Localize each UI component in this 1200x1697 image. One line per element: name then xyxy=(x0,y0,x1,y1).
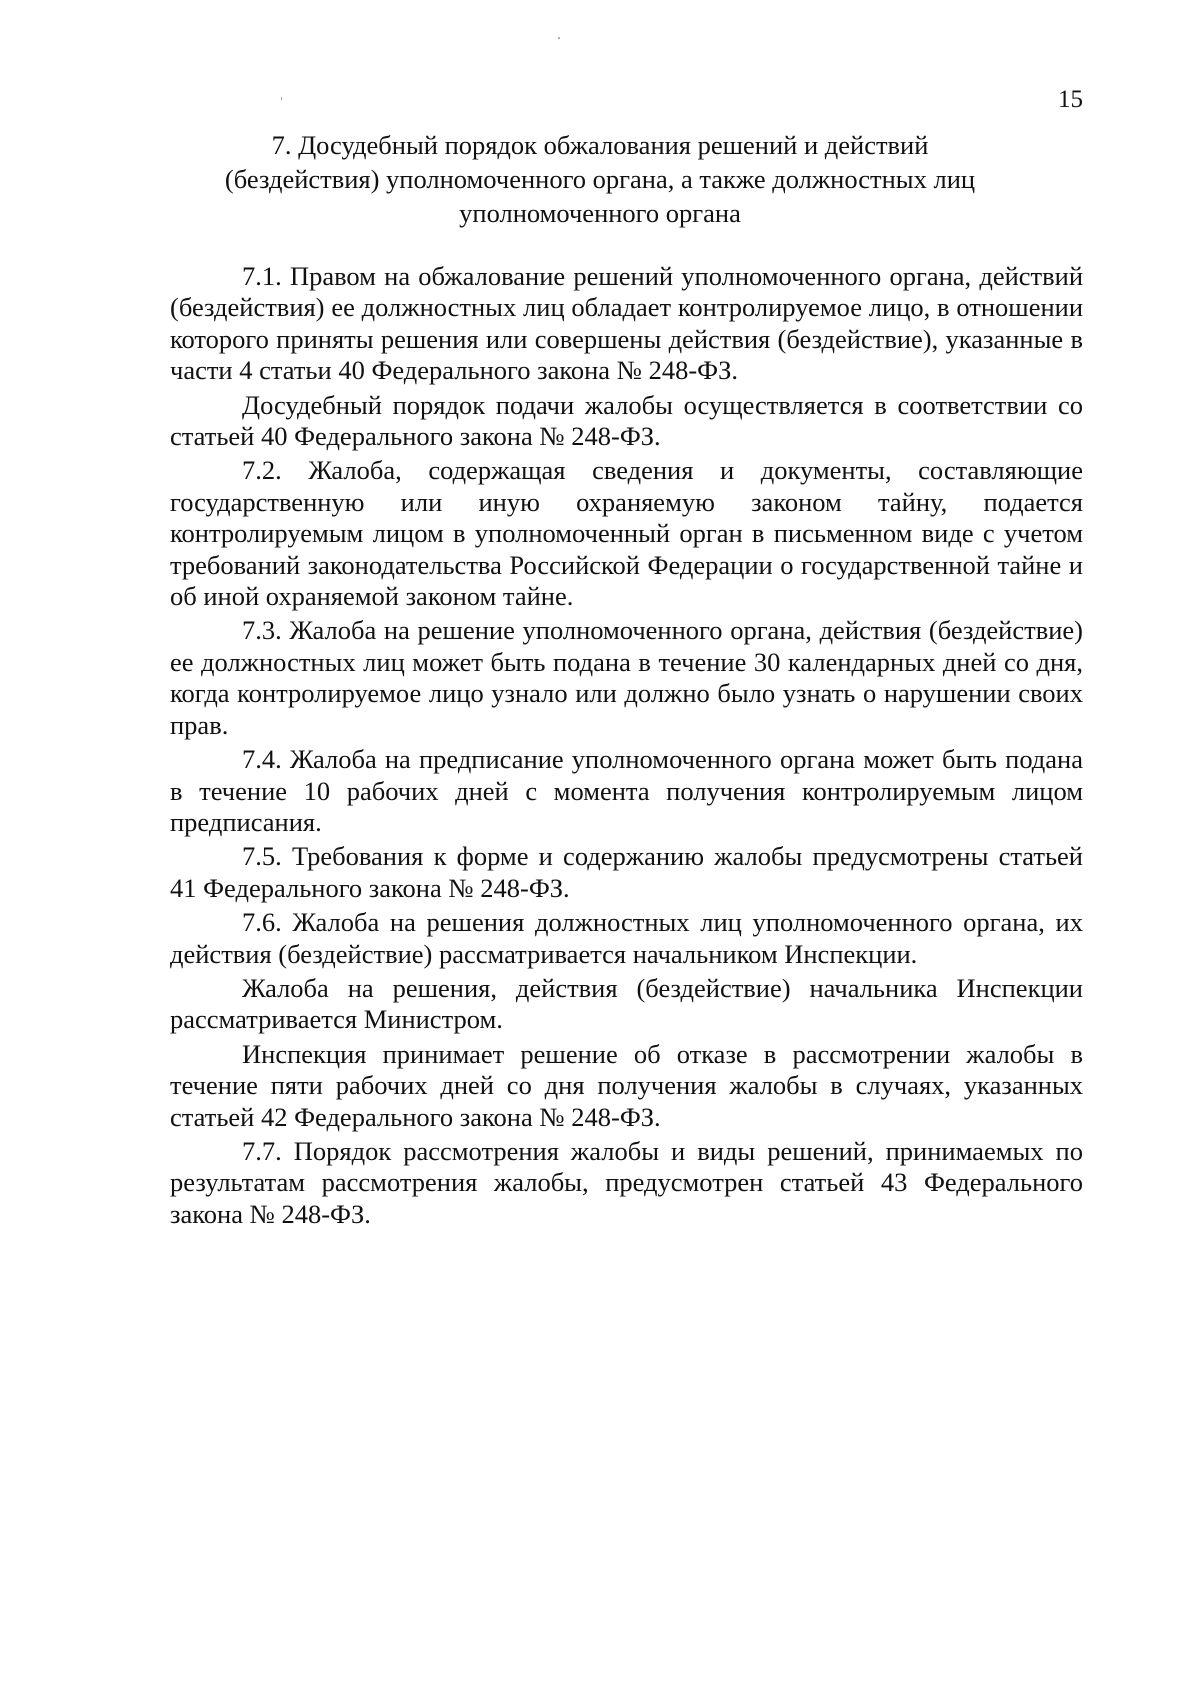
paragraph-7-3: 7.3. Жалоба на решение уполномоченного органа, действия (бездействие) ее должностных лиц может быть подана в течение 30 календарных дней со дня, когда контролируемое лицо узнало или должно было узнать о нарушении своих прав. xyxy=(170,615,1083,740)
paragraph-7-7: 7.7. Порядок рассмотрения жалобы и виды решений, принимаемых по результатам рассмотрения жалобы, предусмотрен статьей 43 Федерального закона № 248-ФЗ. xyxy=(170,1135,1083,1229)
paragraph-refusal: Инспекция принимает решение об отказе в рассмотрении жалобы в течение пяти рабочих дней со дня получения жалобы в случаях, указанных статьей 42 Федерального закона № 248-ФЗ. xyxy=(170,1038,1083,1132)
section-title-line: уполномоченного органа xyxy=(459,198,741,228)
paragraph-7-4: 7.4. Жалоба на предписание уполномоченного органа может быть подана в течение 10 рабочих дней с момента получения контролируемым лицом предписания. xyxy=(170,744,1083,837)
section-title-line: 7. Досудебный порядок обжалования решений и действий xyxy=(271,130,929,160)
scan-speck xyxy=(281,97,282,100)
scan-speck xyxy=(558,37,560,39)
section-title xyxy=(200,128,1000,230)
paragraph-7-1: 7.1. Правом на обжалование решений уполномоченного органа, действий (бездействия) ее должностных лиц обладает контролируемое лицо, в отношении которого приняты решения или совершены действия (бездействие), указанные в части 4 статьи 40 Федерального закона № 248-ФЗ. xyxy=(170,261,1083,386)
paragraph-head-complaint: Жалоба на решения, действия (бездействие) начальника Инспекции рассматривается Министром. xyxy=(170,972,1083,1035)
paragraph-7-2: 7.2. Жалоба, содержащая сведения и документы, составляющие государственную или иную охраняемую законом тайну, подается контролируемым лицом в уполномоченный орган в письменном виде с учетом требований законодательства Российской Федерации о государственной тайне и об иной охраняемой законом тайне. xyxy=(170,455,1083,612)
document-body xyxy=(170,261,1083,1233)
paragraph-7-6: 7.6. Жалоба на решения должностных лиц уполномоченного органа, их действия (бездействие) рассматривается начальником Инспекции. xyxy=(170,907,1083,969)
paragraph-pretrial-procedure: Досудебный порядок подачи жалобы осуществляется в соответствии со статьей 40 Федерального закона № 248-ФЗ. xyxy=(170,389,1083,452)
paragraph-7-5: 7.5. Требования к форме и содержанию жалобы предусмотрены статьей 41 Федерального закона № 248-ФЗ. xyxy=(170,841,1083,903)
section-title-line: (бездействия) уполномоченного органа, а также должностных лиц xyxy=(224,164,976,194)
page-number: 15 xyxy=(1058,86,1083,113)
